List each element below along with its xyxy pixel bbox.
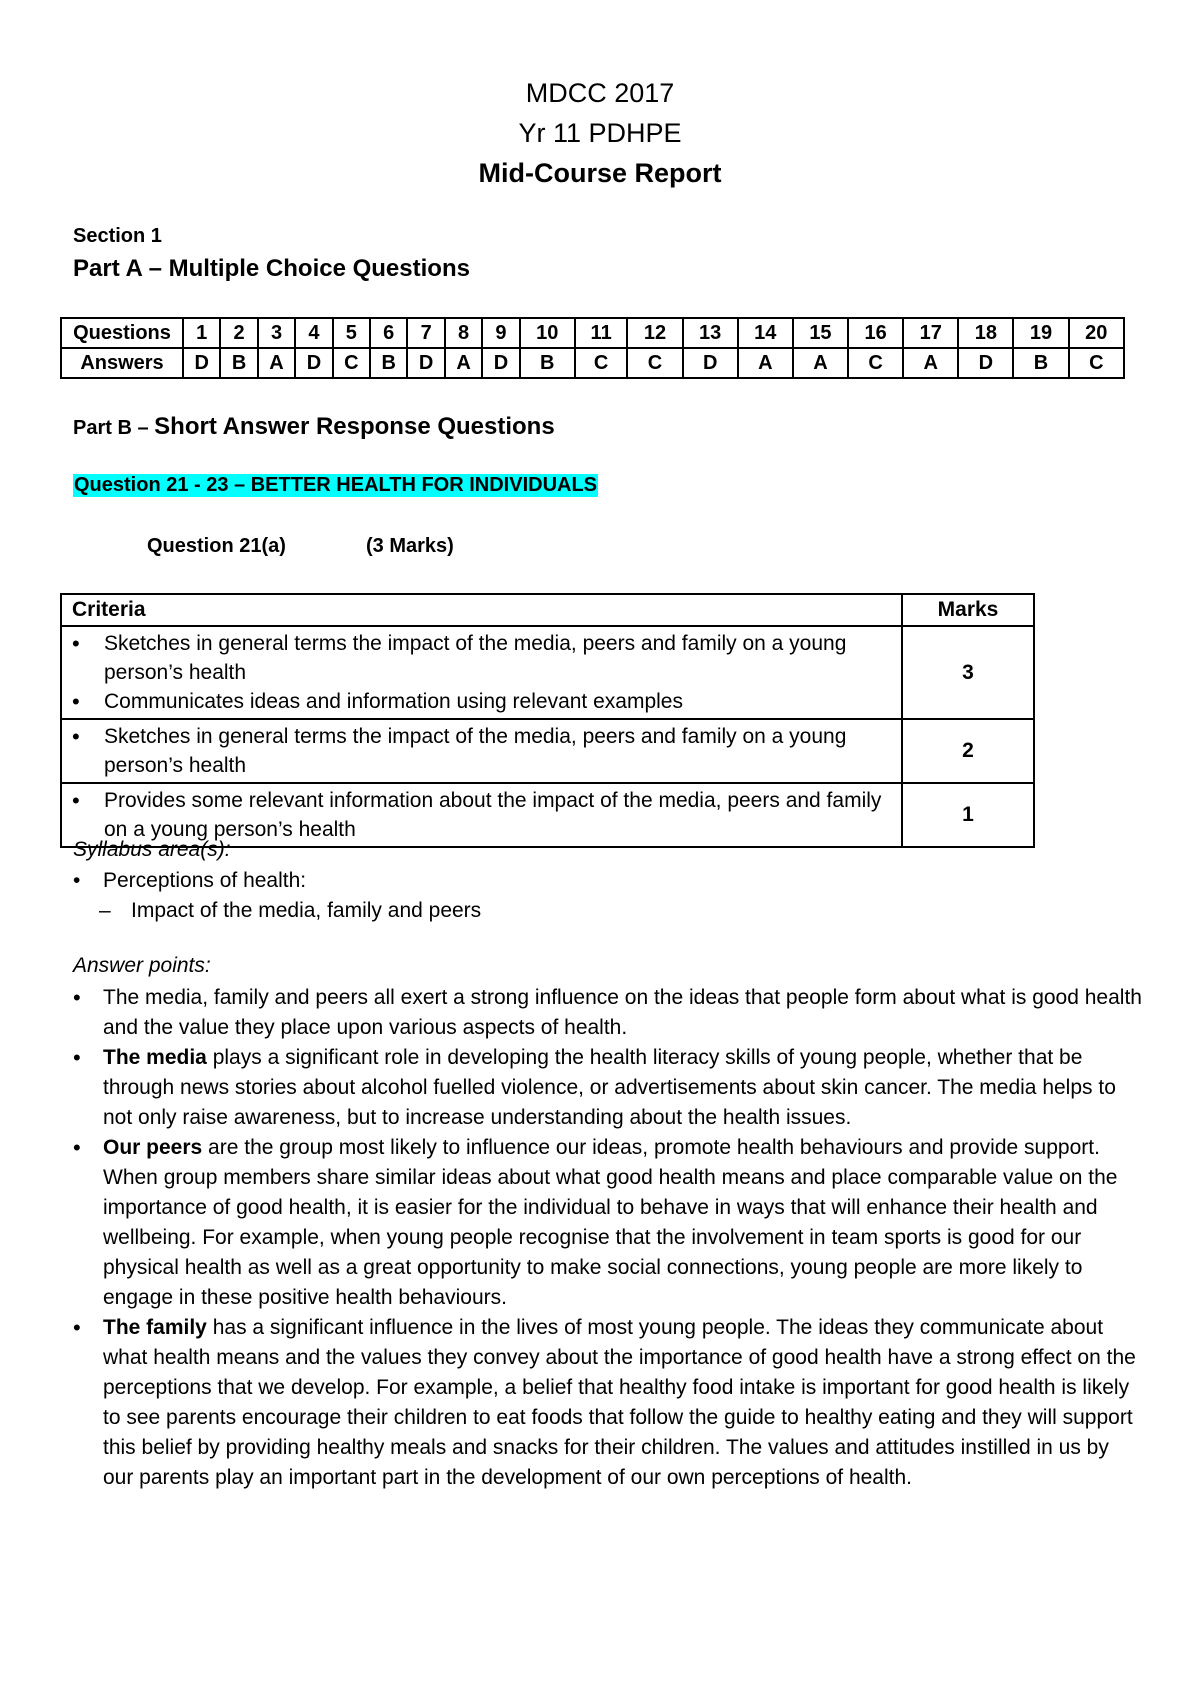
question-number-cell: 4 [295, 318, 332, 348]
question-number-cell: 14 [738, 318, 793, 348]
answer-cell: B [520, 348, 575, 378]
answer-cell: C [1069, 348, 1124, 378]
question-number-cell: 18 [958, 318, 1013, 348]
criteria-mark: 2 [902, 719, 1034, 783]
question-number-cell: 2 [220, 318, 257, 348]
answer-point-bold: The media [103, 1046, 207, 1069]
answer-point-text: are the group most likely to influence our ideas, promote health behaviours and provide support. When group members share similar ideas about what good health means and place comparable value on the importance of good health, it is easier for the individual to behave in ways that will enhance their health and wellbeing. For example, when young people recognise that the involvement in team sports is good for our physical health as well as a great opportunity to make social connections, young people are more likely to engage in these positive health behaviours. [103, 1136, 1118, 1309]
criteria-list [62, 720, 901, 782]
answer-point-bold: Our peers [103, 1136, 203, 1159]
doc-title-line3: Mid-Course Report [478, 158, 722, 188]
answer-point-text: plays a significant role in developing the health literacy skills of young people, whether that be through news stories about alcohol fuelled violence, or advertisements about skin cancer. The media helps to not only raise awareness, but to increase understanding about the health issues. [103, 1046, 1116, 1129]
question-number-cell: 20 [1069, 318, 1124, 348]
criteria-table [60, 593, 1035, 848]
syllabus-item [73, 866, 307, 896]
answer-cell: D [958, 348, 1013, 378]
mcq-answers-row [61, 348, 1124, 378]
answer-cell: A [793, 348, 848, 378]
answer-point-text: has a significant influence in the lives of most young people. The ideas they communicate about what health means and the values they convey about the importance of good health have a strong effect on the perceptions that we develop. For example, a belief that healthy food intake is important for good health is likely to see parents encourage their children to eat foods that follow the guide to healthy eating and they will support this belief by providing healthy meals and snacks for their children. The values and attitudes instilled in us by our parents play an important part in the development of our own perceptions of health. [103, 1316, 1136, 1489]
criteria-cell [61, 626, 902, 719]
part-b-prefix: Part B – [73, 417, 155, 439]
answer-cell: C [848, 348, 903, 378]
answer-cell: A [258, 348, 295, 378]
bullet-icon: • [73, 1315, 81, 1340]
answer-point [73, 983, 1143, 1043]
answer-cell: D [295, 348, 332, 378]
question-number-cell: 17 [903, 318, 958, 348]
syllabus-subitem [99, 896, 482, 926]
answer-cell: C [575, 348, 628, 378]
question-number-cell: 15 [793, 318, 848, 348]
answer-cell: B [220, 348, 257, 378]
doc-title-line1: MDCC 2017 [525, 78, 675, 108]
criteria-item: • Provides some relevant information about the impact of the media, peers and family on a young person’s health [104, 786, 891, 844]
part-b-heading [73, 413, 555, 441]
answer-cell: C [627, 348, 682, 378]
criteria-cell [61, 719, 902, 783]
question-number-cell: 1 [183, 318, 220, 348]
answer-cell: B [1013, 348, 1068, 378]
syllabus-item-text: Perceptions of health: [103, 869, 307, 892]
question-number-cell: 7 [407, 318, 444, 348]
answer-cell: B [370, 348, 407, 378]
question-number-cell: 3 [258, 318, 295, 348]
part-a-heading: Part A – Multiple Choice Questions [73, 255, 470, 282]
criteria-item: • Sketches in general terms the impact of the media, peers and family on a young person’s health [104, 629, 891, 687]
answer-cell: D [407, 348, 444, 378]
criteria-mark: 3 [902, 626, 1034, 719]
question-number-cell: 6 [370, 318, 407, 348]
question-number-cell: 5 [333, 318, 370, 348]
answer-points-heading: Answer points: [73, 954, 211, 977]
criteria-item: • Sketches in general terms the impact of the media, peers and family on a young person’s health [104, 722, 891, 780]
criteria-mark: 1 [902, 783, 1034, 847]
criteria-item: • Communicates ideas and information using relevant examples [104, 687, 891, 716]
criteria-row [61, 626, 1034, 719]
question-number-cell: 11 [575, 318, 628, 348]
criteria-col-header: Criteria [61, 594, 902, 626]
question-group-heading: Question 21 - 23 – BETTER HEALTH FOR INDIVIDUALS [74, 474, 598, 496]
answer-point [73, 1313, 1143, 1493]
answer-point [73, 1043, 1143, 1133]
question-number-cell: 12 [627, 318, 682, 348]
answer-cell: A [445, 348, 482, 378]
mcq-questions-row [61, 318, 1124, 348]
question-number-cell: 9 [482, 318, 519, 348]
syllabus-heading: Syllabus area(s): [73, 838, 231, 861]
bullet-icon: • [73, 869, 81, 892]
marks-col-header: Marks [902, 594, 1034, 626]
criteria-header-row [61, 594, 1034, 626]
question-number-cell: 19 [1013, 318, 1068, 348]
questions-row-label: Questions [61, 318, 183, 348]
question-number-cell: 10 [520, 318, 575, 348]
mcq-answer-table [60, 317, 1125, 379]
answer-point-text: The media, family and peers all exert a strong influence on the ideas that people form about what is good health and the value they place upon various aspects of health. [103, 986, 1142, 1039]
answer-cell: A [903, 348, 958, 378]
dash-icon: – [99, 899, 111, 922]
doc-title-line2: Yr 11 PDHPE [518, 118, 682, 148]
question-21a-marks: (3 Marks) [366, 535, 454, 557]
question-number-cell: 8 [445, 318, 482, 348]
question-number-cell: 16 [848, 318, 903, 348]
answer-cell: D [482, 348, 519, 378]
section-label: Section 1 [73, 225, 162, 247]
criteria-row [61, 719, 1034, 783]
bullet-icon: • [73, 1135, 81, 1160]
part-b-title: Short Answer Response Questions [154, 413, 555, 440]
syllabus-subitem-text: Impact of the media, family and peers [131, 899, 482, 922]
criteria-list [62, 784, 901, 846]
answer-cell: D [683, 348, 738, 378]
answers-row-label: Answers [61, 348, 183, 378]
bullet-icon: • [73, 985, 81, 1010]
criteria-list [62, 627, 901, 718]
answer-point [73, 1133, 1143, 1313]
answer-cell: D [183, 348, 220, 378]
question-21a-label: Question 21(a) [147, 535, 286, 557]
answer-point-bold: The family [103, 1316, 207, 1339]
answer-cell: C [333, 348, 370, 378]
answer-cell: A [738, 348, 793, 378]
bullet-icon: • [73, 1045, 81, 1070]
question-number-cell: 13 [683, 318, 738, 348]
